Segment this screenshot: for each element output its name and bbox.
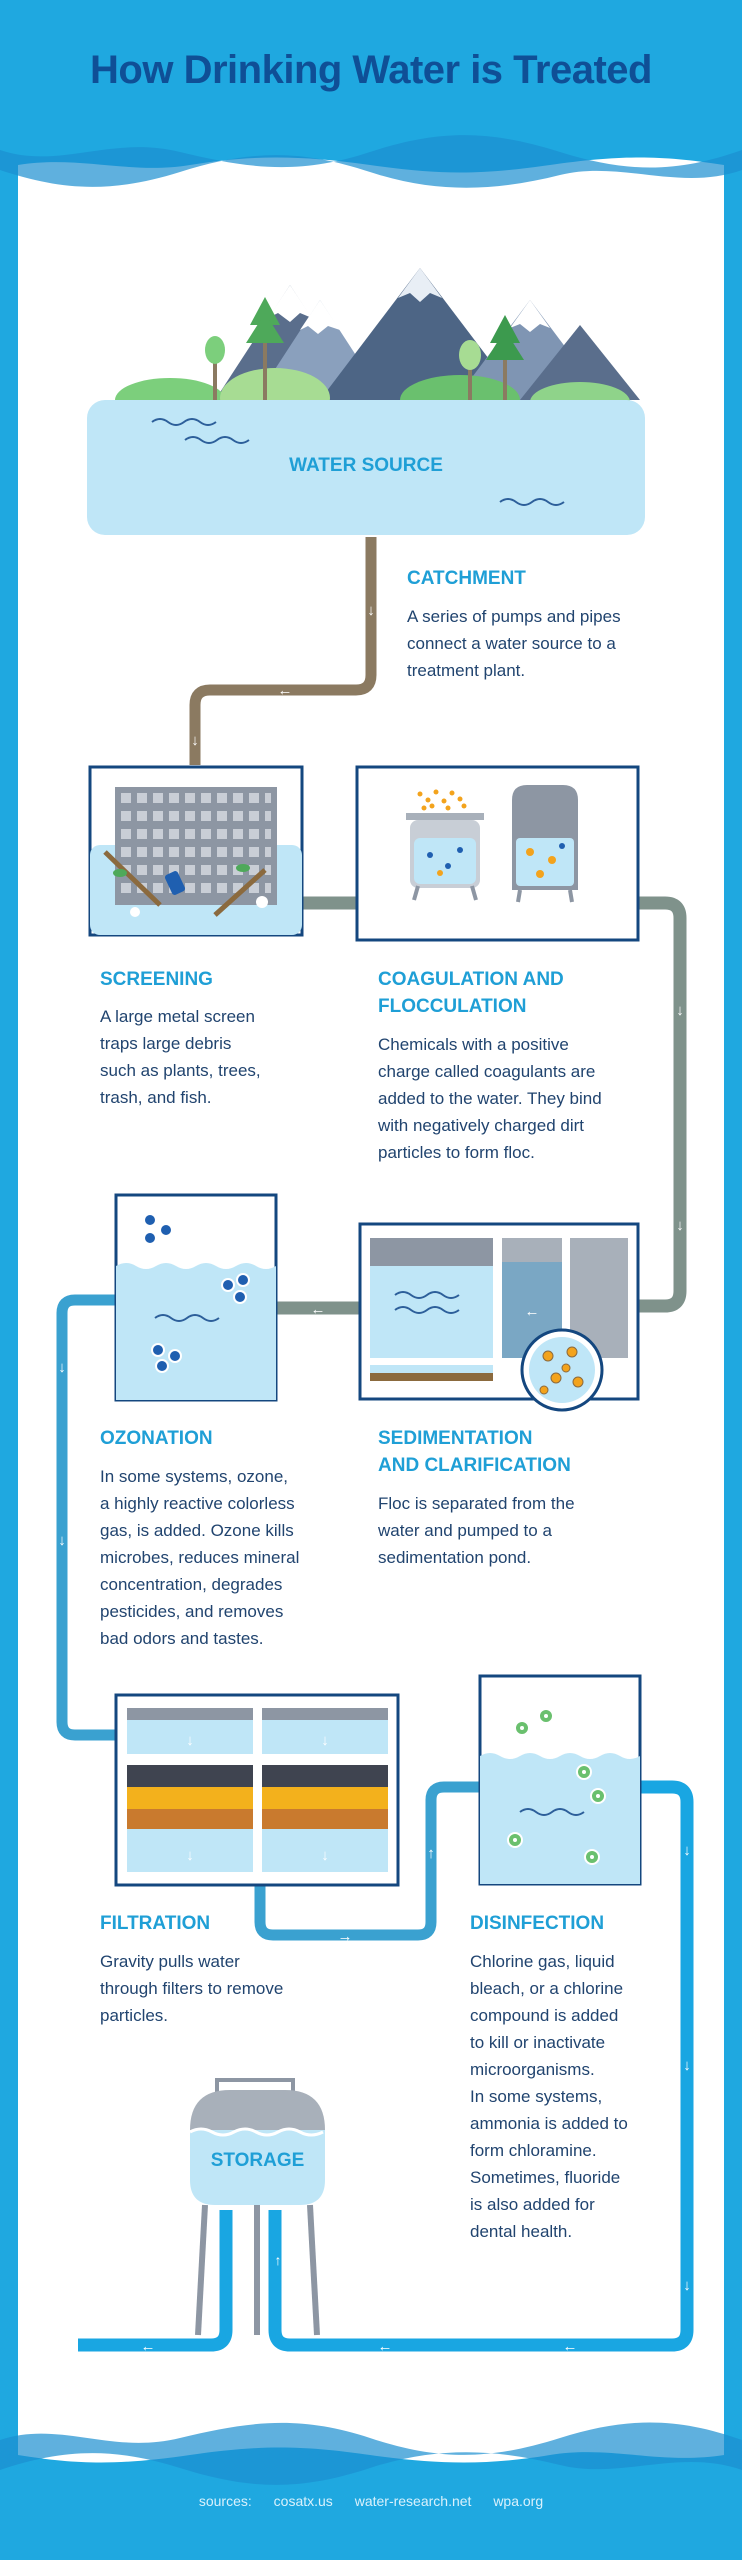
svg-text:↓: ↓ [683, 2277, 691, 2294]
svg-text:←: ← [562, 2338, 578, 2355]
coagulation-heading: COAGULATION AND FLOCCULATION [378, 969, 564, 1017]
svg-text:↓: ↓ [683, 2057, 691, 2074]
catchment-description: A series of pumps and pipes connect a water source to a treatment plant. [407, 607, 621, 680]
svg-text:←: ← [310, 1301, 326, 1318]
ozonation-heading: OZONATION [100, 1428, 213, 1449]
source-link: wpa.org [493, 2493, 544, 2509]
filtration-heading: FILTRATION [100, 1913, 211, 1934]
storage-label: STORAGE [210, 2150, 305, 2171]
disinfection-heading: DISINFECTION [470, 1913, 605, 1934]
page-title: How Drinking Water is Treated [90, 48, 652, 92]
svg-text:↓: ↓ [676, 1217, 684, 1234]
sedimentation-heading: SEDIMENTATION AND CLARIFICATION [378, 1428, 571, 1476]
water-source-label: WATER SOURCE [289, 455, 443, 476]
coagulation-illustration [357, 767, 638, 940]
disinfection-illustration [480, 1676, 640, 1884]
svg-text:←: ← [140, 2338, 156, 2355]
svg-text:↑: ↑ [274, 2252, 282, 2268]
ozonation-illustration [116, 1195, 276, 1400]
svg-text:↑: ↑ [427, 1845, 435, 1862]
ozonation-description: In some systems, ozone, a highly reactive colorless gas, is added. Ozone kills microbes, reduces mineral concentration, degrades pesticides, and removes bad odors and tastes. [100, 1467, 300, 1648]
sedimentation-illustration [360, 1224, 638, 1410]
svg-text:←: ← [277, 682, 293, 699]
svg-text:↓: ↓ [231, 2252, 239, 2268]
svg-text:↓: ↓ [186, 1732, 194, 1749]
source-link: cosatx.us [273, 2493, 333, 2509]
svg-text:↓: ↓ [321, 1847, 329, 1864]
filtration-description: Gravity pulls water through filters to remove particles. [100, 1952, 284, 2025]
svg-text:↓: ↓ [58, 1532, 66, 1549]
svg-text:↓: ↓ [367, 602, 375, 619]
sources-footer [0, 2493, 742, 2509]
screening-description: A large metal screen traps large debris such as plants, trees, trash, and fish. [100, 1007, 261, 1107]
sedimentation-description: Floc is separated from the water and pumped to a sedimentation pond. [378, 1494, 575, 1567]
screening-illustration [90, 767, 302, 935]
filtration-illustration [116, 1695, 398, 1885]
source-link: water-research.net [354, 2493, 472, 2509]
disinfection-description: Chlorine gas, liquid bleach, or a chlorine compound is added to kill or inactivate microorganisms. In some systems, ammonia is added to form chloramine. Sometimes, fluoride is also added for dental health. [470, 1952, 628, 2241]
coagulation-description: Chemicals with a positive charge called coagulants are added to the water. They bind with negatively charged dirt particles to form floc. [378, 1035, 602, 1162]
svg-text:←: ← [524, 1303, 540, 1320]
svg-text:↓: ↓ [683, 1842, 691, 1859]
screening-heading: SCREENING [100, 969, 213, 990]
svg-text:↓: ↓ [676, 1002, 684, 1019]
svg-text:↓: ↓ [58, 1359, 66, 1376]
svg-text:↓: ↓ [321, 1732, 329, 1749]
svg-text:←: ← [377, 2338, 393, 2355]
catchment-heading: CATCHMENT [407, 568, 526, 589]
svg-text:→: → [337, 1928, 353, 1945]
svg-text:↓: ↓ [186, 1847, 194, 1864]
svg-text:↓: ↓ [191, 732, 199, 749]
sources-label: sources: [198, 2493, 252, 2509]
